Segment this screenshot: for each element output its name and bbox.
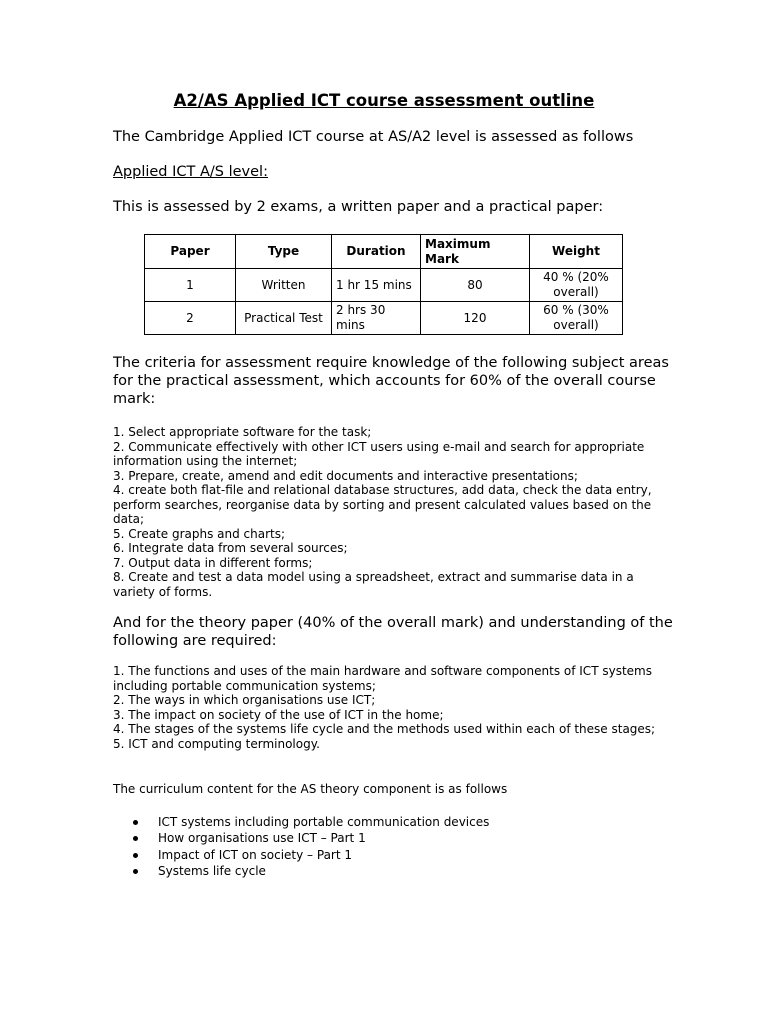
theory-intro: And for the theory paper (40% of the overall mark) and understanding of the following are required: <box>113 615 673 649</box>
list-item-label: How organisations use ICT – Part 1 <box>158 831 366 846</box>
list-item: 1. The functions and uses of the main hardware and software components of ICT systems including portable communication systems; <box>113 664 652 693</box>
list-item: 6. Integrate data from several sources; <box>113 541 348 555</box>
curriculum-intro: The curriculum content for the AS theory component is as follows <box>113 782 508 796</box>
cell-weight: 40 % (20% overall) <box>530 269 623 302</box>
header-paper: Paper <box>145 235 236 269</box>
practical-intro: The criteria for assessment require knowledge of the following subject areas for the practical assessment, which accounts for 60% of the overall course mark: <box>113 355 669 407</box>
list-item <box>113 863 489 879</box>
list-item: 1. Select appropriate software for the task; <box>113 425 372 439</box>
list-item: 3. The impact on society of the use of ICT in the home; <box>113 707 444 722</box>
cell-weight: 60 % (30% overall) <box>530 302 623 335</box>
assessment-table <box>144 234 623 335</box>
cell-duration: 2 hrs 30 mins <box>332 302 421 335</box>
list-item-label: ICT systems including portable communication devices <box>158 815 490 829</box>
cell-type: Practical Test <box>236 302 332 335</box>
cell-paper: 2 <box>145 302 236 335</box>
bullet-icon <box>133 836 138 841</box>
list-item <box>113 814 489 830</box>
header-maximum-mark: Maximum Mark <box>421 235 530 269</box>
list-item: 3. Prepare, create, amend and edit documents and interactive presentations; <box>113 468 578 483</box>
theory-requirements-list <box>113 664 658 751</box>
cell-type: Written <box>236 269 332 302</box>
list-item: 4. create both flat-file and relational database structures, add data, check the data entry, perform searches, reorganise data by sorting and present calculated values based on the data; <box>113 483 652 526</box>
bullet-icon <box>133 869 138 874</box>
page-title: A2/AS Applied ICT course assessment outline <box>173 91 595 110</box>
list-item: 7. Output data in different forms; <box>113 555 313 570</box>
table-header-row <box>145 235 623 269</box>
curriculum-list <box>113 814 489 879</box>
bullet-icon <box>133 853 138 858</box>
practical-criteria-list <box>113 425 658 599</box>
list-item: 8. Create and test a data model using a spreadsheet, extract and summarise data in a variety of forms. <box>113 570 634 599</box>
header-duration: Duration <box>332 235 421 269</box>
cell-paper: 1 <box>145 269 236 302</box>
section-subheading: Applied ICT A/S level: <box>113 164 268 180</box>
list-item: 2. Communicate effectively with other ICT users using e-mail and search for appropriate information using the internet; <box>113 439 645 468</box>
list-item <box>113 847 489 863</box>
list-item: 5. Create graphs and charts; <box>113 526 286 541</box>
intro-text: The Cambridge Applied ICT course at AS/A2 level is assessed as follows <box>113 129 634 145</box>
list-item-label: Impact of ICT on society – Part 1 <box>158 847 353 862</box>
cell-maximum-mark: 80 <box>421 269 530 302</box>
header-weight: Weight <box>530 235 623 269</box>
cell-maximum-mark: 120 <box>421 302 530 335</box>
list-item: 2. The ways in which organisations use ICT; <box>113 693 376 707</box>
list-item-label: Systems life cycle <box>158 863 266 878</box>
assessment-summary: This is assessed by 2 exams, a written paper and a practical paper: <box>113 199 604 215</box>
table-row <box>145 302 623 335</box>
cell-duration: 1 hr 15 mins <box>332 269 421 302</box>
list-item: 4. The stages of the systems life cycle and the methods used within each of these stages; <box>113 722 656 736</box>
list-item <box>113 830 489 846</box>
table-row <box>145 269 623 302</box>
list-item: 5. ICT and computing terminology. <box>113 736 320 751</box>
bullet-icon <box>133 820 138 825</box>
header-type: Type <box>236 235 332 269</box>
